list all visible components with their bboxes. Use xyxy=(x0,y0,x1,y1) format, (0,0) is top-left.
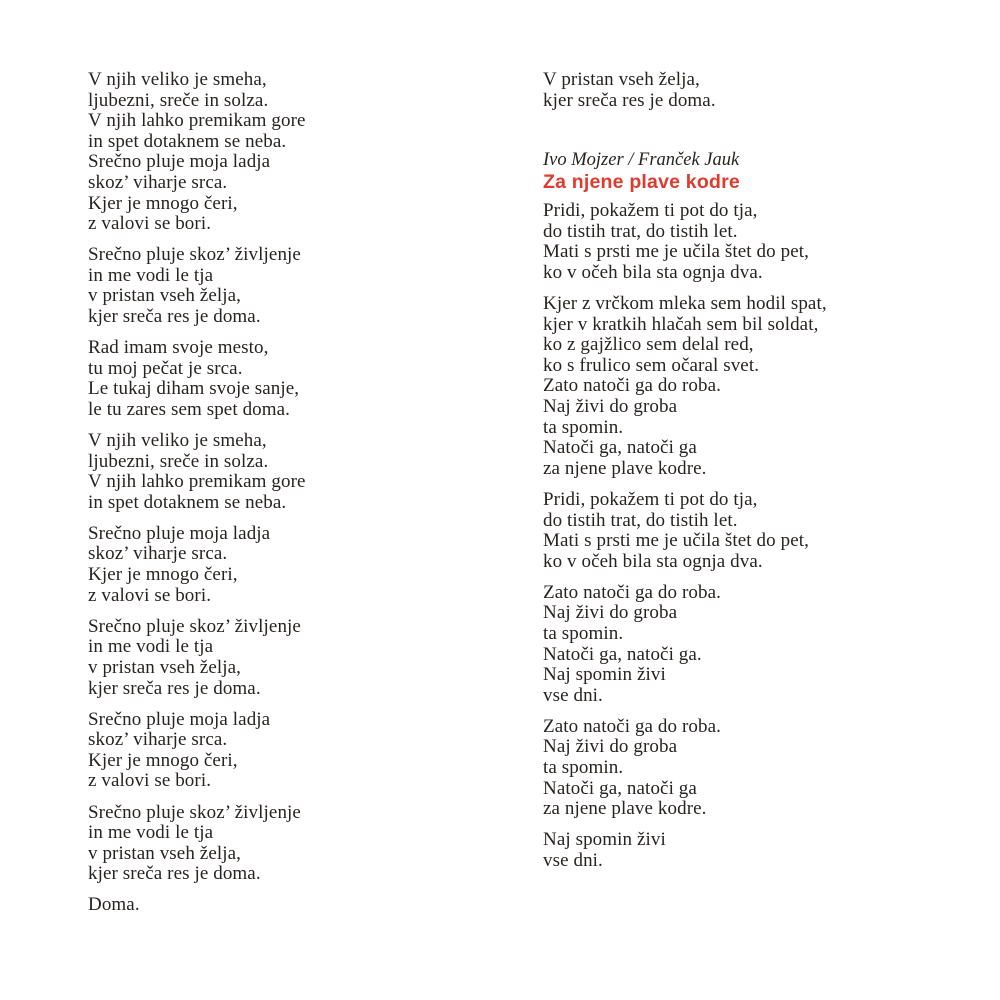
lyric-line: Natoči ga, natoči ga xyxy=(543,777,697,799)
song-title: Za njene plave kodre xyxy=(543,171,740,194)
lyric-line: skoz’ viharje srca. xyxy=(88,729,228,751)
lyrics-stanza xyxy=(88,338,528,420)
lyric-line: V njih veliko je smeha, xyxy=(88,430,267,451)
lyric-line: Le tukaj diham svoje sanje, xyxy=(88,378,300,400)
lyric-line: Srečno pluje skoz’ življenje xyxy=(88,244,301,266)
lyrics-stanza xyxy=(88,245,528,327)
lyric-line: skoz’ viharje srca. xyxy=(88,171,228,193)
lyric-line: ko z gajžlico sem delal red, xyxy=(543,334,754,356)
lyric-line: in me vodi le tja xyxy=(88,822,214,844)
lyric-line: Srečno pluje moja ladja xyxy=(88,151,271,173)
lyric-line: do tistih trat, do tistih let. xyxy=(543,220,738,242)
lyric-line: in spet dotaknem se neba. xyxy=(88,130,287,152)
lyrics-stanza xyxy=(88,710,528,792)
lyric-line: Zato natoči ga do roba. xyxy=(543,715,721,737)
songwriter-credit: Ivo Mojzer / Franček Jauk xyxy=(543,150,740,171)
lyric-line: Srečno pluje moja ladja xyxy=(88,708,271,730)
lyric-line: ko v očeh bila sta ognja dva. xyxy=(543,261,763,283)
lyric-line: kjer v kratkih hlačah sem bil soldat, xyxy=(543,313,819,335)
lyric-line: Natoči ga, natoči ga. xyxy=(543,643,702,665)
lyric-line: Naj živi do groba xyxy=(543,396,678,418)
right-top-stanza-list xyxy=(543,70,993,111)
lyric-line: Kjer je mnogo čeri, xyxy=(88,564,238,586)
lyric-line: v pristan vseh želja, xyxy=(88,285,241,307)
lyrics-stanza xyxy=(543,490,993,572)
lyrics-stanza xyxy=(88,70,528,235)
lyric-line: ko s frulico sem očaral svet. xyxy=(543,354,760,376)
right-stanza-list xyxy=(543,201,993,871)
lyric-line: Naj živi do groba xyxy=(543,602,678,624)
song-header xyxy=(543,149,993,194)
lyric-line: Rad imam svoje mesto, xyxy=(88,337,269,359)
lyric-line: V njih veliko je smeha, xyxy=(88,69,267,90)
lyric-line: Zato natoči ga do roba. xyxy=(543,375,721,397)
lyrics-stanza xyxy=(88,803,528,885)
lyric-line: za njene plave kodre. xyxy=(543,798,707,820)
lyric-line: Naj spomin živi xyxy=(543,664,666,686)
lyrics-stanza xyxy=(543,583,993,707)
lyric-line: tu moj pečat je srca. xyxy=(88,357,243,379)
lyric-line: V njih lahko premikam gore xyxy=(88,110,306,132)
lyrics-stanza xyxy=(543,830,993,871)
lyric-line: ta spomin. xyxy=(543,622,624,644)
lyric-line: kjer sreča res je doma. xyxy=(543,89,716,111)
lyric-line: V njih lahko premikam gore xyxy=(88,471,306,493)
lyric-line: v pristan vseh želja, xyxy=(88,656,241,678)
lyric-line: Pridi, pokažem ti pot do tja, xyxy=(543,200,758,222)
lyric-line: in me vodi le tja xyxy=(88,636,214,658)
lyric-line: Srečno pluje skoz’ življenje xyxy=(88,615,301,637)
lyric-line: ta spomin. xyxy=(543,416,624,438)
lyrics-stanza xyxy=(88,524,528,606)
lyrics-stanza xyxy=(543,201,993,283)
lyric-line: kjer sreča res je doma. xyxy=(88,863,261,885)
lyric-line: v pristan vseh želja, xyxy=(88,842,241,864)
left-stanza-list xyxy=(88,70,528,916)
lyric-line: Kjer je mnogo čeri, xyxy=(88,749,238,771)
lyric-line: ko v očeh bila sta ognja dva. xyxy=(543,550,763,572)
lyric-line: le tu zares sem spet doma. xyxy=(88,398,291,420)
lyric-line: ljubezni, sreče in solza. xyxy=(88,89,269,111)
lyric-line: Mati s prsti me je učila štet do pet, xyxy=(543,530,809,552)
lyric-line: in me vodi le tja xyxy=(88,264,214,286)
lyric-line: vse dni. xyxy=(543,849,603,871)
lyric-line: Kjer je mnogo čeri, xyxy=(88,192,238,214)
lyric-line: V pristan vseh želja, xyxy=(543,69,700,90)
lyric-line: Doma. xyxy=(88,894,140,916)
lyric-line: za njene plave kodre. xyxy=(543,457,707,479)
lyrics-stanza xyxy=(88,431,528,513)
lyrics-stanza xyxy=(88,617,528,699)
lyric-line: in spet dotaknem se neba. xyxy=(88,491,287,513)
lyric-line: Pridi, pokažem ti pot do tja, xyxy=(543,488,758,510)
lyric-line: z valovi se bori. xyxy=(88,770,212,792)
lyric-line: Mati s prsti me je učila štet do pet, xyxy=(543,241,809,263)
lyric-line: z valovi se bori. xyxy=(88,213,212,235)
lyric-line: z valovi se bori. xyxy=(88,584,212,606)
lyric-line: Zato natoči ga do roba. xyxy=(543,581,721,603)
lyric-line: ljubezni, sreče in solza. xyxy=(88,450,269,472)
right-lyrics-column xyxy=(543,70,993,882)
lyric-line: vse dni. xyxy=(543,684,603,706)
lyric-line: Naj živi do groba xyxy=(543,736,678,758)
lyric-line: Kjer z vrčkom mleka sem hodil spat, xyxy=(543,293,827,315)
left-lyrics-column xyxy=(88,70,528,926)
lyrics-stanza xyxy=(543,70,993,111)
lyric-line: Naj spomin živi xyxy=(543,829,666,851)
lyric-line: Srečno pluje skoz’ življenje xyxy=(88,801,301,823)
lyric-line: kjer sreča res je doma. xyxy=(88,306,261,328)
lyric-line: kjer sreča res je doma. xyxy=(88,677,261,699)
lyrics-stanza xyxy=(88,895,528,916)
lyric-line: Srečno pluje moja ladja xyxy=(88,522,271,544)
lyric-line: ta spomin. xyxy=(543,757,624,779)
lyric-line: do tistih trat, do tistih let. xyxy=(543,509,738,531)
lyric-line: skoz’ viharje srca. xyxy=(88,543,228,565)
lyric-line: Natoči ga, natoči ga xyxy=(543,437,697,459)
lyrics-stanza xyxy=(543,717,993,820)
lyrics-stanza xyxy=(543,294,993,479)
